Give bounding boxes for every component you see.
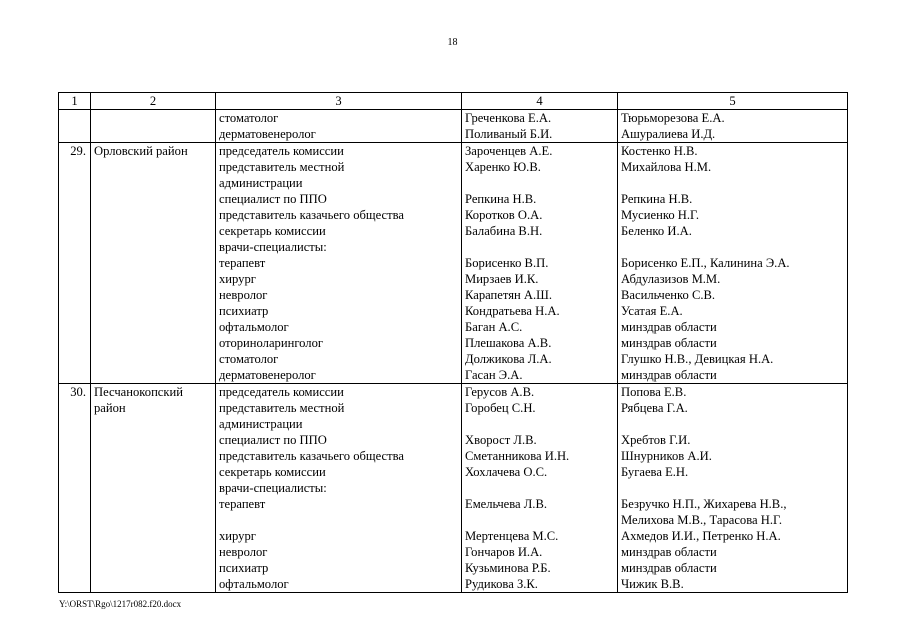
column-header: 4: [462, 93, 618, 110]
table-row: [59, 400, 848, 416]
row-number-cell: [59, 335, 91, 351]
member-cell: Емельчева Л.В.: [462, 496, 618, 512]
district-cell: [91, 207, 216, 223]
district-cell: [91, 303, 216, 319]
row-number-cell: [59, 239, 91, 255]
role-cell: секретарь комиссии: [216, 223, 462, 239]
table-row: [59, 175, 848, 191]
member-cell: Рудикова З.К.: [462, 576, 618, 593]
member-cell: Борисенко В.П.: [462, 255, 618, 271]
row-number-cell: [59, 432, 91, 448]
row-number-cell: [59, 367, 91, 384]
reserve-cell: Беленко И.А.: [618, 223, 848, 239]
row-number-cell: [59, 255, 91, 271]
role-cell: стоматолог: [216, 110, 462, 127]
member-cell: Харенко Ю.В.: [462, 159, 618, 175]
role-cell: [216, 512, 462, 528]
role-cell: дерматовенеролог: [216, 126, 462, 143]
member-cell: Поливаный Б.И.: [462, 126, 618, 143]
role-cell: дерматовенеролог: [216, 367, 462, 384]
reserve-cell: Васильченко С.В.: [618, 287, 848, 303]
row-number-cell: [59, 126, 91, 143]
member-cell: Мертенцева М.С.: [462, 528, 618, 544]
row-number-cell: [59, 480, 91, 496]
row-number-cell: [59, 175, 91, 191]
member-cell: Коротков О.А.: [462, 207, 618, 223]
member-cell: Кондратьева Н.А.: [462, 303, 618, 319]
reserve-cell: Мелихова М.В., Тарасова Н.Г.: [618, 512, 848, 528]
row-number-cell: 29.: [59, 143, 91, 160]
member-cell: Гончаров И.А.: [462, 544, 618, 560]
reserve-cell: Костенко Н.В.: [618, 143, 848, 160]
role-cell: офтальмолог: [216, 576, 462, 593]
column-header: 1: [59, 93, 91, 110]
role-cell: представитель местной: [216, 159, 462, 175]
district-cell: [91, 416, 216, 432]
district-cell: [91, 544, 216, 560]
row-number-cell: [59, 400, 91, 416]
role-cell: терапевт: [216, 496, 462, 512]
member-cell: Хворост Л.В.: [462, 432, 618, 448]
table-row: [59, 191, 848, 207]
table-row: [59, 416, 848, 432]
table-row: [59, 271, 848, 287]
table-row: [59, 303, 848, 319]
table-row: [59, 255, 848, 271]
district-cell: [91, 367, 216, 384]
row-number-cell: 30.: [59, 384, 91, 401]
reserve-cell: Шнурников А.И.: [618, 448, 848, 464]
table-row: [59, 223, 848, 239]
table-row: [59, 207, 848, 223]
member-cell: Репкина Н.В.: [462, 191, 618, 207]
role-cell: администрации: [216, 416, 462, 432]
reserve-cell: Попова Е.В.: [618, 384, 848, 401]
member-cell: [462, 416, 618, 432]
member-cell: [462, 239, 618, 255]
member-cell: Балабина В.Н.: [462, 223, 618, 239]
member-cell: Кузьминова Р.Б.: [462, 560, 618, 576]
table-row: [59, 126, 848, 143]
reserve-cell: Глушко Н.В., Девицкая Н.А.: [618, 351, 848, 367]
member-cell: Карапетян А.Ш.: [462, 287, 618, 303]
row-number-cell: [59, 287, 91, 303]
role-cell: специалист по ППО: [216, 191, 462, 207]
reserve-cell: минздрав области: [618, 335, 848, 351]
member-cell: Сметанникова И.Н.: [462, 448, 618, 464]
reserve-cell: минздрав области: [618, 544, 848, 560]
reserve-cell: Ашуралиева И.Д.: [618, 126, 848, 143]
district-cell: [91, 271, 216, 287]
member-cell: Гасан Э.А.: [462, 367, 618, 384]
role-cell: хирург: [216, 271, 462, 287]
role-cell: врачи-специалисты:: [216, 480, 462, 496]
district-cell: [91, 560, 216, 576]
member-cell: Баган А.С.: [462, 319, 618, 335]
reserve-cell: Чижик В.В.: [618, 576, 848, 593]
row-number-cell: [59, 576, 91, 593]
table-row: [59, 448, 848, 464]
district-cell: район: [91, 400, 216, 416]
district-cell: [91, 319, 216, 335]
district-cell: [91, 496, 216, 512]
row-number-cell: [59, 319, 91, 335]
district-cell: [91, 528, 216, 544]
footer-file-path: Y:\ORST\Rgo\1217r082.f20.docx: [59, 599, 182, 609]
reserve-cell: Абдулазизов М.М.: [618, 271, 848, 287]
role-cell: представитель казачьего общества: [216, 207, 462, 223]
role-cell: председатель комиссии: [216, 384, 462, 401]
district-cell: [91, 191, 216, 207]
reserve-cell: минздрав области: [618, 367, 848, 384]
district-cell: [91, 351, 216, 367]
row-number-cell: [59, 528, 91, 544]
column-header: 3: [216, 93, 462, 110]
district-cell: [91, 480, 216, 496]
commission-table: [58, 92, 848, 593]
district-cell: [91, 255, 216, 271]
row-number-cell: [59, 544, 91, 560]
row-number-cell: [59, 207, 91, 223]
role-cell: невролог: [216, 287, 462, 303]
district-cell: [91, 335, 216, 351]
reserve-cell: минздрав области: [618, 560, 848, 576]
reserve-cell: Репкина Н.В.: [618, 191, 848, 207]
reserve-cell: [618, 416, 848, 432]
role-cell: хирург: [216, 528, 462, 544]
table-row: [59, 464, 848, 480]
role-cell: невролог: [216, 544, 462, 560]
reserve-cell: Михайлова Н.М.: [618, 159, 848, 175]
role-cell: стоматолог: [216, 351, 462, 367]
reserve-cell: Рябцева Г.А.: [618, 400, 848, 416]
table-row: [59, 319, 848, 335]
table-row: [59, 480, 848, 496]
reserve-cell: Ахмедов И.И., Петренко Н.А.: [618, 528, 848, 544]
role-cell: психиатр: [216, 560, 462, 576]
table-row: [59, 159, 848, 175]
row-number-cell: [59, 159, 91, 175]
district-cell: [91, 464, 216, 480]
table-header-row: [59, 93, 848, 110]
table-row: [59, 496, 848, 512]
table-row: [59, 351, 848, 367]
row-number-cell: [59, 560, 91, 576]
role-cell: оториноларинголог: [216, 335, 462, 351]
member-cell: Плешакова А.В.: [462, 335, 618, 351]
row-number-cell: [59, 110, 91, 127]
role-cell: представитель казачьего общества: [216, 448, 462, 464]
column-header: 5: [618, 93, 848, 110]
row-number-cell: [59, 464, 91, 480]
district-cell: [91, 287, 216, 303]
role-cell: офтальмолог: [216, 319, 462, 335]
table-row: [59, 367, 848, 384]
page-number: 18: [447, 37, 458, 48]
table-body: [59, 110, 848, 593]
member-cell: Должикова Л.А.: [462, 351, 618, 367]
reserve-cell: Тюрьморезова Е.А.: [618, 110, 848, 127]
district-cell: [91, 159, 216, 175]
district-cell: [91, 512, 216, 528]
table-row: [59, 143, 848, 160]
reserve-cell: [618, 239, 848, 255]
reserve-cell: [618, 480, 848, 496]
member-cell: Горобец С.Н.: [462, 400, 618, 416]
district-cell: [91, 432, 216, 448]
table-row: [59, 512, 848, 528]
row-number-cell: [59, 448, 91, 464]
district-cell: [91, 175, 216, 191]
role-cell: администрации: [216, 175, 462, 191]
table-row: [59, 287, 848, 303]
table-row: [59, 576, 848, 593]
reserve-cell: Бугаева Е.Н.: [618, 464, 848, 480]
row-number-cell: [59, 416, 91, 432]
role-cell: терапевт: [216, 255, 462, 271]
role-cell: секретарь комиссии: [216, 464, 462, 480]
reserve-cell: Усатая Е.А.: [618, 303, 848, 319]
row-number-cell: [59, 271, 91, 287]
district-cell: Орловский район: [91, 143, 216, 160]
district-cell: [91, 223, 216, 239]
role-cell: врачи-специалисты:: [216, 239, 462, 255]
district-cell: [91, 448, 216, 464]
member-cell: Зароченцев А.Е.: [462, 143, 618, 160]
district-cell: Песчанокопский: [91, 384, 216, 401]
member-cell: Греченкова Е.А.: [462, 110, 618, 127]
district-cell: [91, 576, 216, 593]
role-cell: представитель местной: [216, 400, 462, 416]
column-header: 2: [91, 93, 216, 110]
reserve-cell: [618, 175, 848, 191]
row-number-cell: [59, 351, 91, 367]
member-cell: Герусов А.В.: [462, 384, 618, 401]
district-cell: [91, 239, 216, 255]
table-row: [59, 528, 848, 544]
table-row: [59, 432, 848, 448]
row-number-cell: [59, 303, 91, 319]
row-number-cell: [59, 223, 91, 239]
table-row: [59, 335, 848, 351]
member-cell: Хохлачева О.С.: [462, 464, 618, 480]
row-number-cell: [59, 496, 91, 512]
table-row: [59, 239, 848, 255]
reserve-cell: Борисенко Е.П., Калинина Э.А.: [618, 255, 848, 271]
reserve-cell: минздрав области: [618, 319, 848, 335]
reserve-cell: Мусиенко Н.Г.: [618, 207, 848, 223]
table-row: [59, 384, 848, 401]
member-cell: [462, 512, 618, 528]
table-row: [59, 560, 848, 576]
member-cell: Мирзаев И.К.: [462, 271, 618, 287]
member-cell: [462, 480, 618, 496]
role-cell: психиатр: [216, 303, 462, 319]
member-cell: [462, 175, 618, 191]
district-cell: [91, 110, 216, 127]
table-row: [59, 110, 848, 127]
district-cell: [91, 126, 216, 143]
row-number-cell: [59, 512, 91, 528]
reserve-cell: Безручко Н.П., Жихарева Н.В.,: [618, 496, 848, 512]
reserve-cell: Хребтов Г.И.: [618, 432, 848, 448]
table-row: [59, 544, 848, 560]
row-number-cell: [59, 191, 91, 207]
role-cell: председатель комиссии: [216, 143, 462, 160]
role-cell: специалист по ППО: [216, 432, 462, 448]
